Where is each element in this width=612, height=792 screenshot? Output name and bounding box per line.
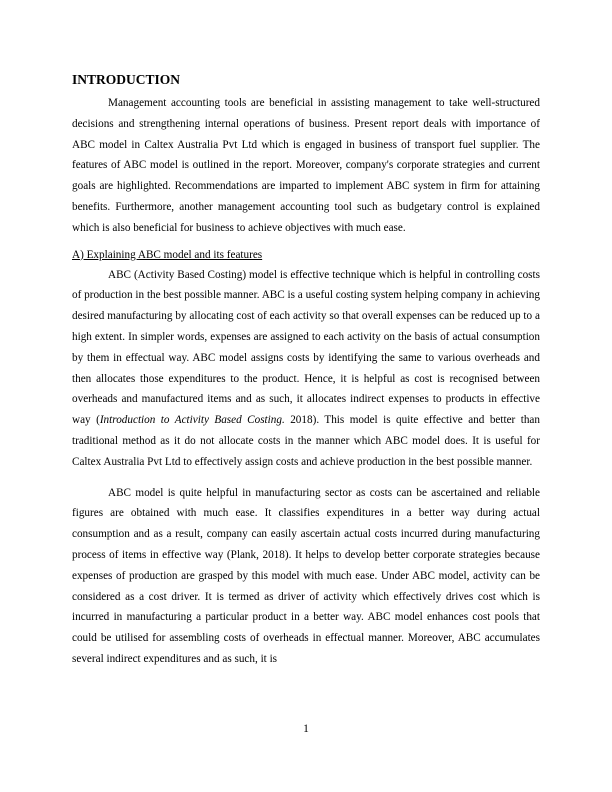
paragraph-1-text-after-citation: 2018). This model is quite effective and better than traditional method as it do not allocate costs in the manner which ABC model does. It is useful for Caltex Australia Pvt Ltd to effectively assign costs and achieve production in the best possible manner. [72, 414, 540, 468]
introduction-heading: INTRODUCTION [72, 72, 181, 87]
page-number: 1 [303, 723, 309, 735]
citation-title: Introduction to Activity Based Costing. [99, 414, 285, 427]
page-content [72, 70, 540, 670]
intro-paragraph: Management accounting tools are beneficial in assisting management to take well-structured decisions and strengthening internal operations of business. Present report deals with importance of ABC model in Caltex Australia Pvt Ltd which is engaged in business of transport fuel supplier. The features of ABC model is outlined in the report. Moreover, company's corporate strategies and current goals are highlighted. Recommendations are imparted to implement ABC system in firm for attaining benefits. Furthermore, another management accounting tool such as budgetary control is explained which is also beneficial for business to achieve objectives with much ease. [72, 97, 540, 234]
section-a-paragraph-2: ABC model is quite helpful in manufacturing sector as costs can be ascertained and reliable figures are obtained with much ease. It classifies expenditures in a better way during actual consumption and as a result, company can easily ascertain actual costs incurred during manufacturing process of items in effective way (Plank, 2018). It helps to develop better corporate strategies because expenses of production are grasped by this model with much ease. Under ABC model, activity can be considered as a cost driver. It is termed as driver of activity which effectively drives cost which is incurred in manufacturing a particular product in a better way. ABC model enhances cost pools that could be utilised for assembling costs of overheads in effectual manner. Moreover, ABC accumulates several indirect expenditures and as such, it is [72, 486, 540, 665]
section-a-paragraph-1 [72, 265, 540, 473]
paragraph-1-text-before-citation: ABC (Activity Based Costing) model is effective technique which is helpful in controlling costs of production in the best possible manner. ABC is a useful costing system helping company in achieving desired manufacturing by allocating cost of each activity so that overall expenses can be reduced up to a high extent. In simpler words, expenses are assigned to each activity on the basis of actual consumption by them in effectual way. ABC model assigns costs by identifying the same to various overheads and then allocates those expenditures to the product. Hence, it is helpful as cost is recognised between overheads and manufactured items and as such, it allocates indirect expenses to products in effective way ( [72, 268, 540, 427]
section-a-heading: A) Explaining ABC model and its features [72, 248, 263, 261]
